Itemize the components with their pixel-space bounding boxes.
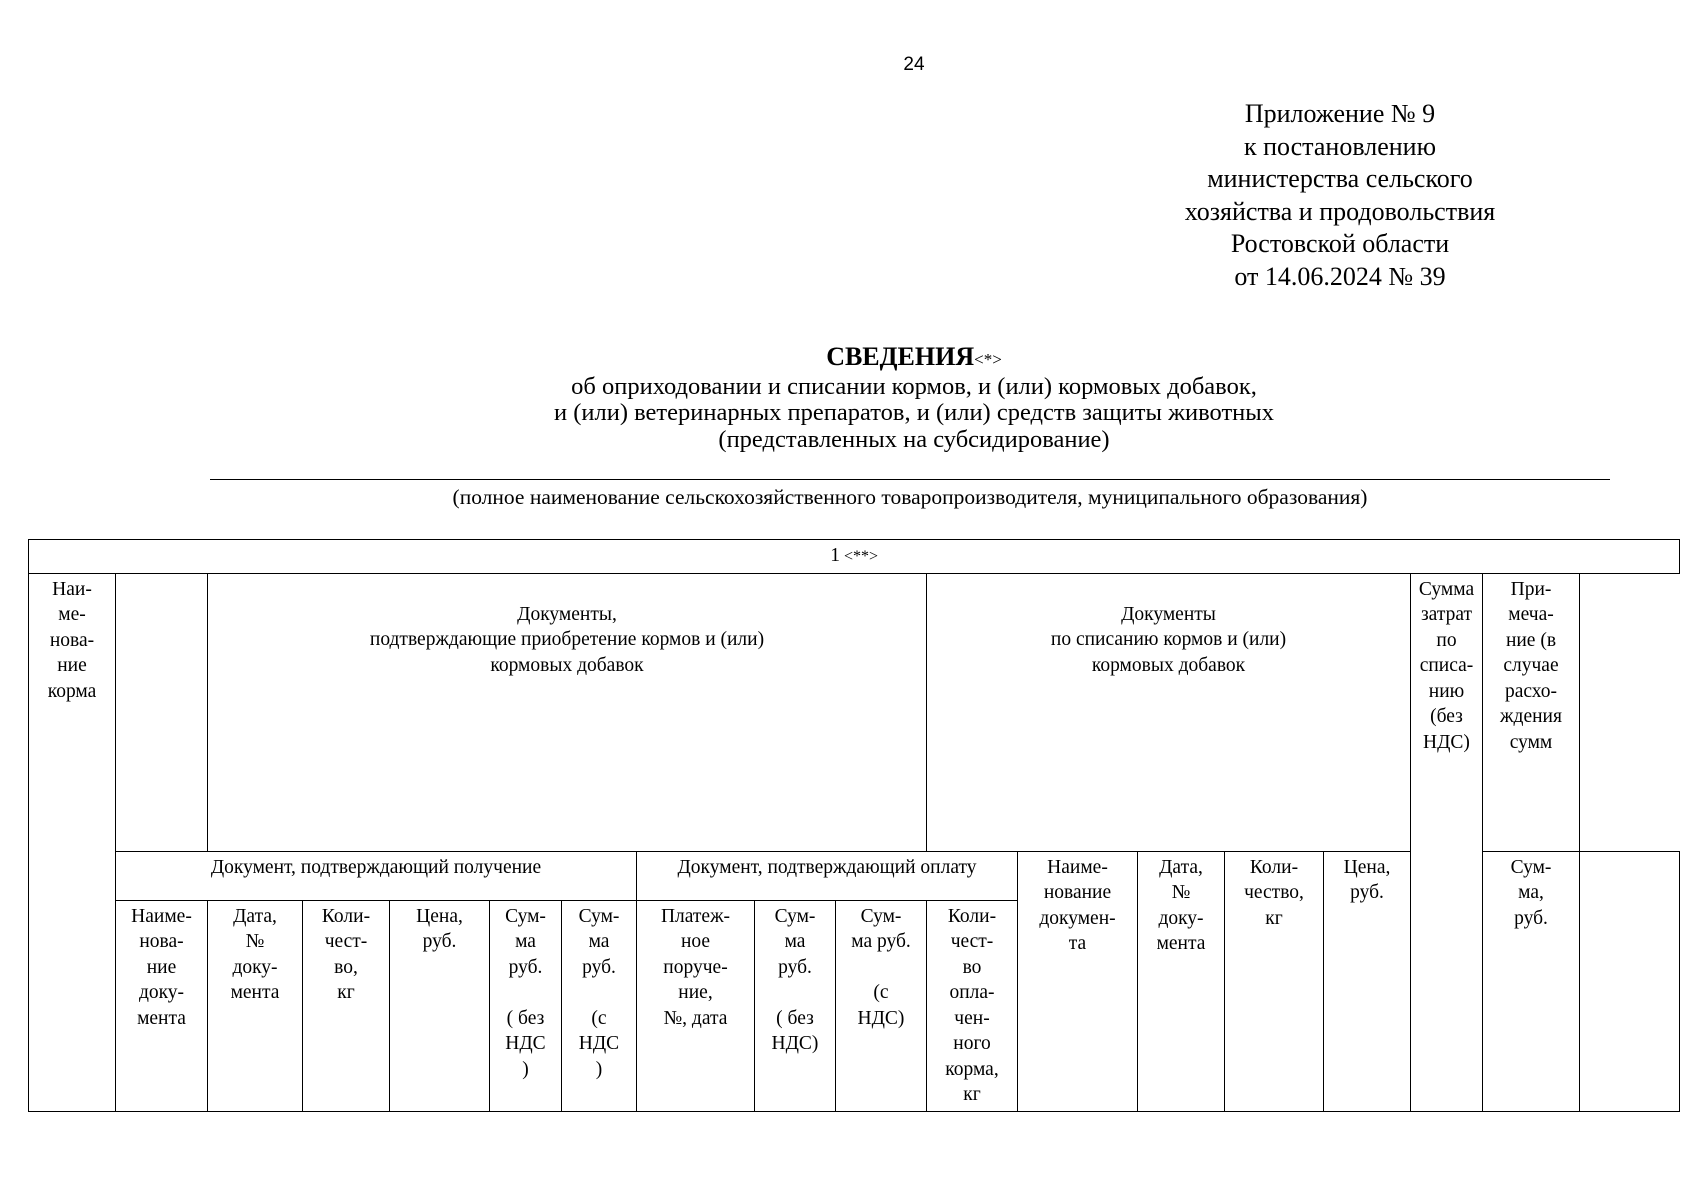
receipt-col-header: Коли- чест- во, кг [303, 900, 390, 1111]
payment-col-header: Сум- ма руб. (с НДС) [836, 900, 927, 1111]
appendix-line: от 14.06.2024 № 39 [1234, 261, 1446, 291]
receipt-document-header: Документ, подтверждающий получение [116, 851, 637, 900]
index-number: 1 [830, 545, 840, 566]
group-header-row [29, 573, 1680, 851]
title-heading [0, 344, 1698, 374]
writeoff-documents-header: Документы по списанию кормов и (или) кормовых добавок [927, 573, 1411, 851]
report-table [28, 539, 1680, 1112]
receipt-col-header: Наиме- нова- ние доку- мента [116, 900, 208, 1111]
writeoff-col-header: Сум- ма, руб. [1483, 851, 1580, 1111]
footnote-mark: <*> [974, 350, 1002, 369]
receipt-col-header: Сум- ма руб. ( без НДС ) [490, 900, 562, 1111]
footnote-mark: <**> [839, 548, 879, 565]
purchase-documents-header: Документы, подтверждающие приобретение кормов и (или) кормовых добавок [208, 573, 927, 851]
index-row [29, 540, 1680, 574]
title-line: об оприходовании и списании кормов, и (или) кормовых добавок, [571, 372, 1257, 400]
appendix-line: к постановлению [1243, 131, 1437, 161]
payment-col-header: Платеж- ное поруче- ние, №, дата [637, 900, 755, 1111]
writeoff-col-header: Дата, № доку- мента [1138, 851, 1225, 1111]
appendix-block [1130, 98, 1550, 293]
payment-document-header: Документ, подтверждающий оплату [637, 851, 1018, 900]
appendix-line: Ростовской области [1230, 229, 1450, 258]
appendix-line: Приложение № 9 [1244, 99, 1436, 128]
receipt-col-header: Сум- ма руб. (с НДС ) [562, 900, 637, 1111]
writeoff-col-header: Коли- чество, кг [1225, 851, 1324, 1111]
receipt-col-header: Цена, руб. [390, 900, 490, 1111]
title-line: (представленных на субсидирование) [718, 425, 1110, 453]
note-empty-cell [1580, 851, 1680, 1111]
receipt-col-header: Дата, № доку- мента [208, 900, 303, 1111]
writeoff-col-header: Цена, руб. [1324, 851, 1411, 1111]
document-title [0, 344, 1698, 453]
note-header: При- меча- ние (в случае расхо- ждения сумм [1483, 573, 1580, 851]
index-cell [29, 540, 1680, 574]
title-line: и (или) ветеринарных препаратов, и (или) средств защиты животных [554, 399, 1274, 426]
cost-sum-header: Сумма затрат по списа- нию (без НДС) [1411, 573, 1483, 1111]
appendix-line: министерства сельского [1207, 164, 1473, 193]
page-number: 24 [903, 54, 925, 75]
payment-col-header: Коли- чест- во опла- чен- ного корма, кг [927, 900, 1018, 1111]
title-heading-text: СВЕДЕНИЯ [826, 342, 975, 371]
feed-name-header: Наи- ме- нова- ние корма [29, 573, 116, 1111]
producer-name-line [210, 479, 1610, 480]
appendix-line: хозяйства и продовольствия [1184, 196, 1496, 226]
producer-name-caption: (полное наименование сельскохозяйственного товаропроизводителя, муниципального образования) [452, 485, 1368, 509]
writeoff-col-header: Наиме- нование докумен- та [1018, 851, 1138, 1111]
payment-col-header: Сум- ма руб. ( без НДС) [755, 900, 836, 1111]
empty-header-cell [116, 573, 208, 851]
